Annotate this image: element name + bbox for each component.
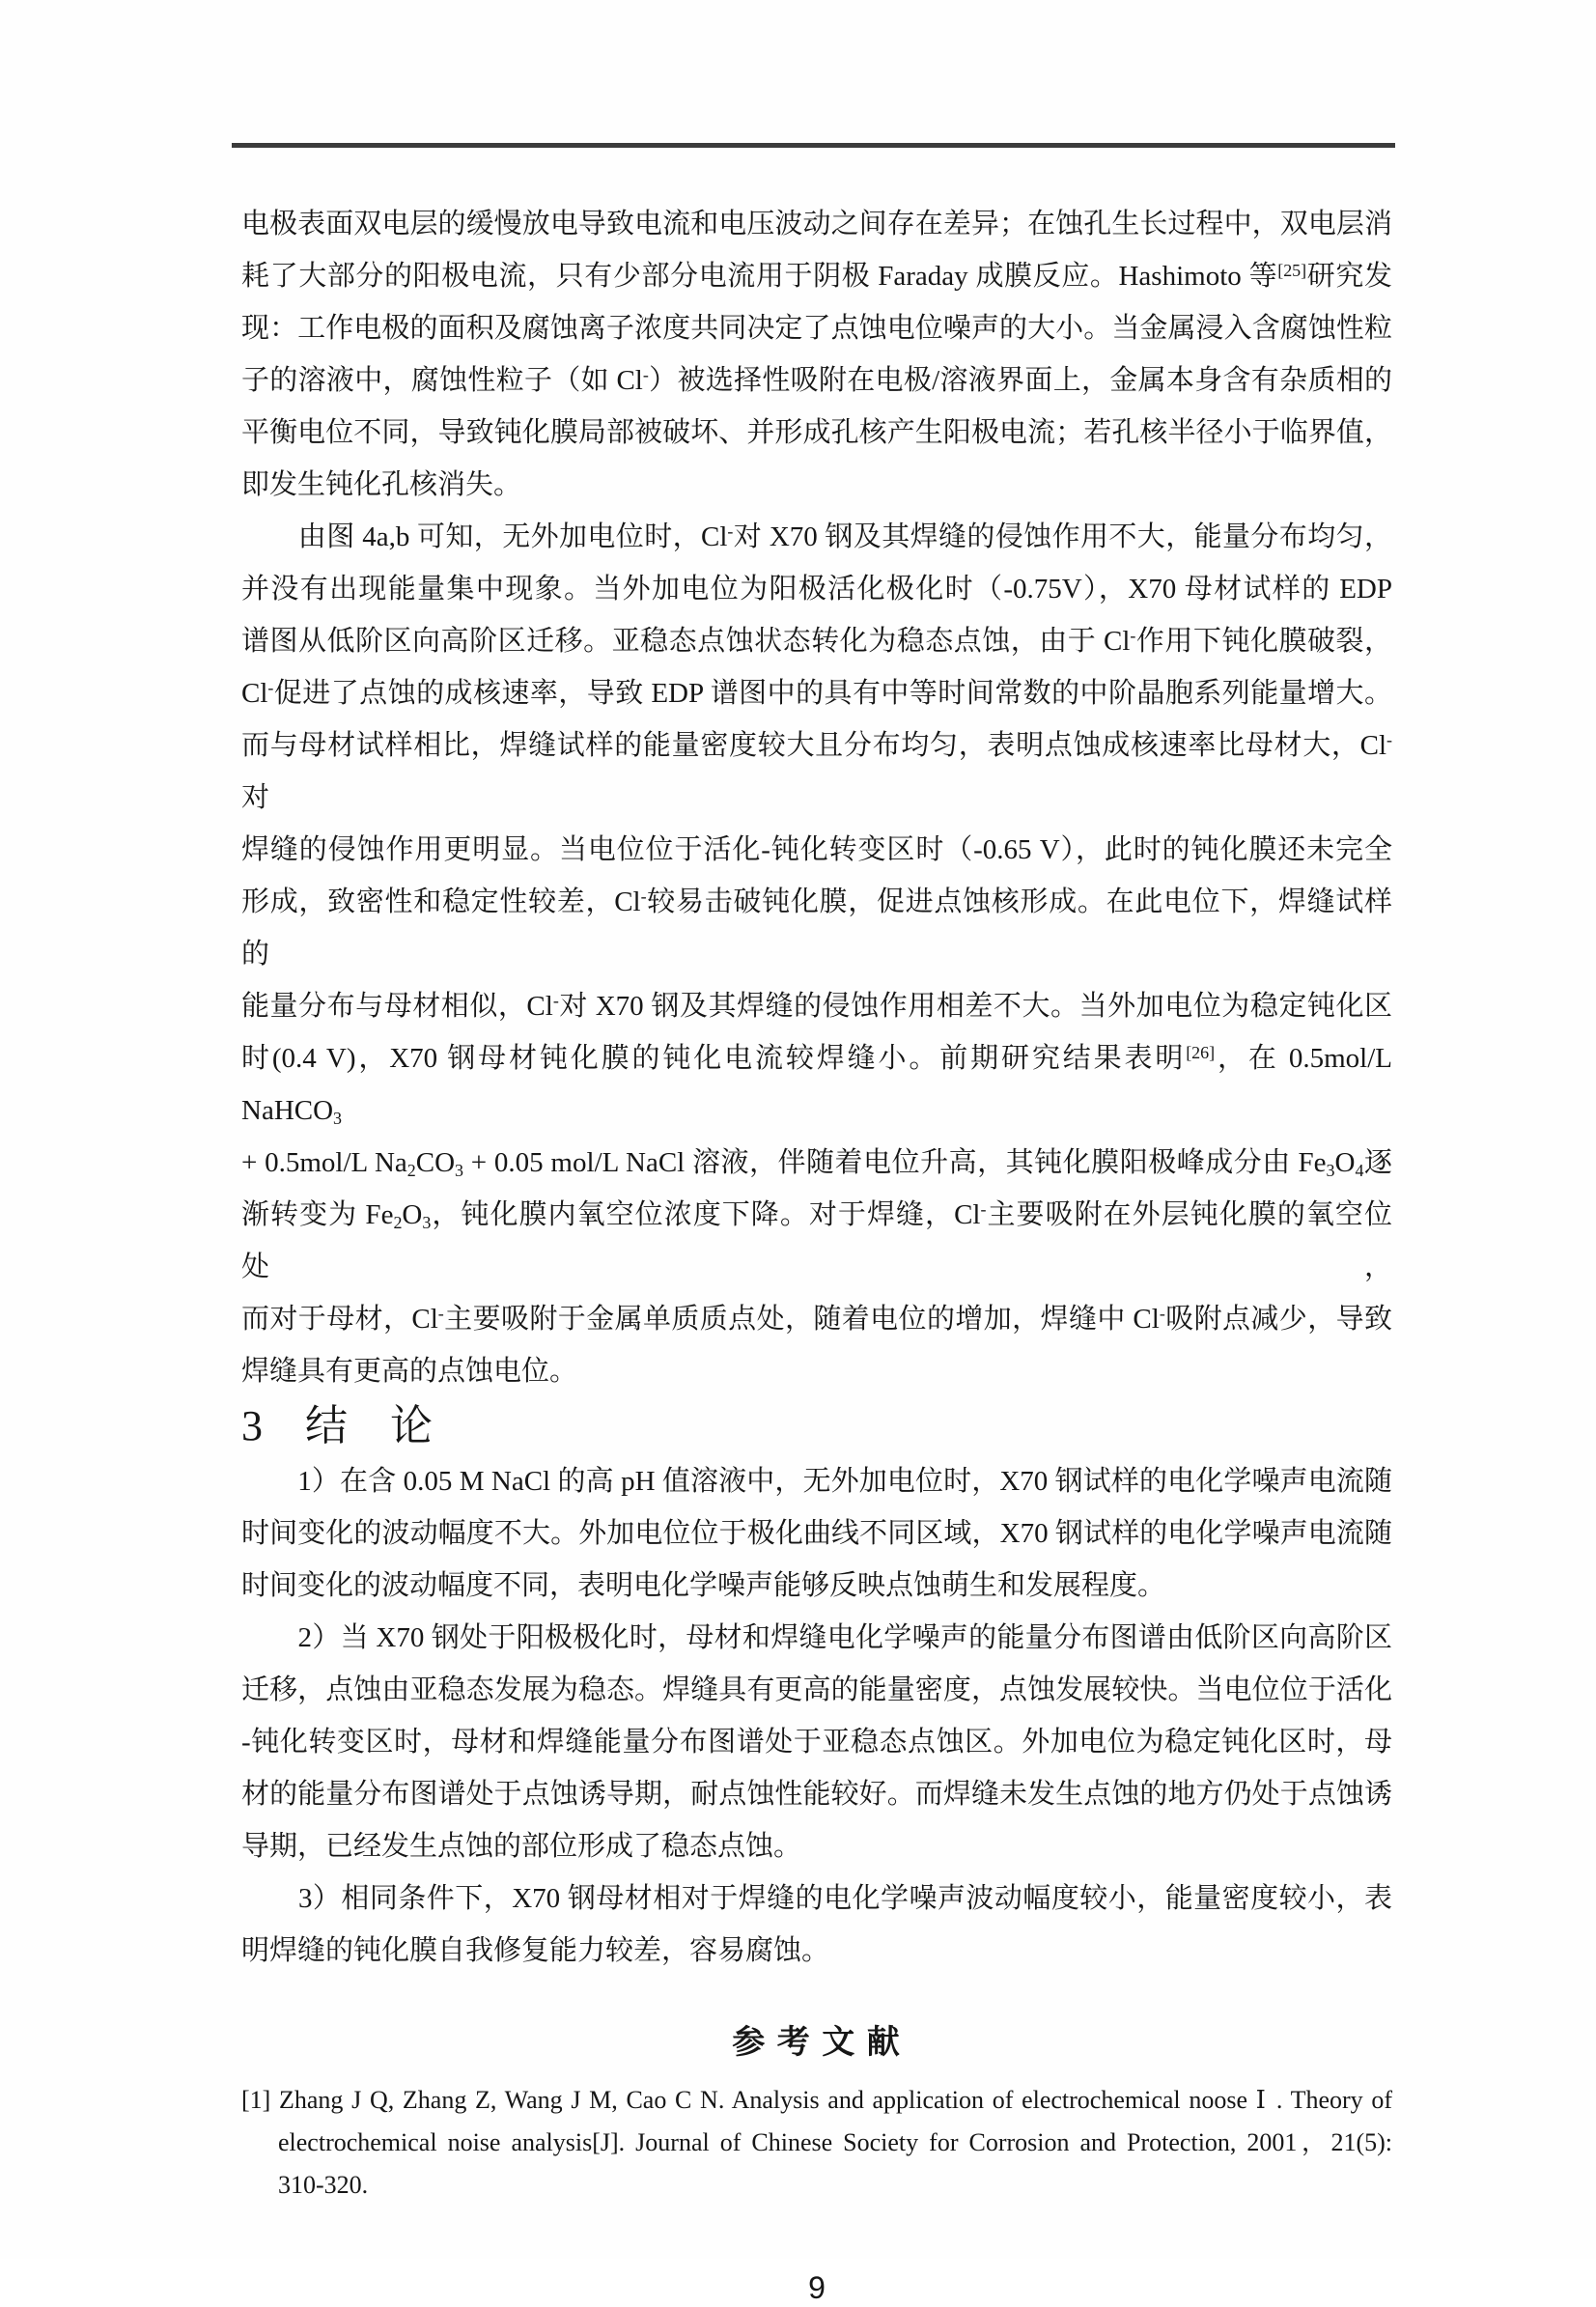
conclusion-item-3 xyxy=(241,1872,1392,1977)
text-line: 谱图从低阶区向高阶区迁移。亚稳态点蚀状态转化为稳态点蚀，由于 Cl-作用下钝化膜破裂， xyxy=(241,626,1392,657)
reference-item-1 xyxy=(241,2079,1392,2207)
text-line: 1）在含 0.05 M NaCl 的高 pH 值溶液中，无外加电位时，X70 钢试样的电化学噪声电流随 xyxy=(241,1466,1392,1497)
text-line: 焊缝的侵蚀作用更明显。当电位位于活化-钝化转变区时（-0.65 V），此时的钝化膜还未完全 xyxy=(241,834,1392,865)
text-line: 并没有出现能量集中现象。当外加电位为阳极活化极化时（-0.75V），X70 母材试样的 EDP xyxy=(241,574,1392,605)
conclusion-item-1 xyxy=(241,1455,1392,1612)
text-line: 而与母材试样相比，焊缝试样的能量密度较大且分布均匀，表明点蚀成核速率比母材大，Cl-对 xyxy=(241,730,1392,813)
text-line: + 0.5mol/L $Na_2CO_3 + 0.05$ mol/L NaCl 溶液，伴随着电位升高，其钝化膜阳极峰成分由 $Fe_3O_4$逐 xyxy=(241,1147,1392,1181)
header-rule xyxy=(232,143,1395,148)
text-line: 导期，已经发生点蚀的部位形成了稳态点蚀。 xyxy=(241,1831,802,1862)
page-number: 9 xyxy=(808,2270,826,2305)
text-line: 时间变化的波动幅度不同，表明电化学噪声能够反映点蚀萌生和发展程度。 xyxy=(241,1570,1166,1601)
text-line: -钝化转变区时，母材和焊缝能量分布图谱处于亚稳态点蚀区。外加电位为稳定钝化区时，母 xyxy=(241,1727,1392,1758)
references-heading: 参 考 文 献 xyxy=(732,2025,902,2061)
text-line: 310-320. xyxy=(278,2171,369,2199)
conclusion-item-2 xyxy=(241,1612,1392,1872)
body-paragraph-2 xyxy=(241,511,1400,1397)
text-line: 焊缝具有更高的点蚀电位。 xyxy=(241,1356,578,1387)
section-heading-conclusion: 3 结 论 xyxy=(241,1402,433,1449)
text-line: 渐转变为 $Fe_2O_3$，钝化膜内氧空位浓度下降。对于焊缝，Cl-主要吸附在外层钝化膜的氧空位处， xyxy=(241,1199,1392,1282)
body-paragraph-1 xyxy=(241,198,1392,511)
text-line: 3）相同条件下，X70 钢母材相对于焊缝的电化学噪声波动幅度较小，能量密度较小，表 xyxy=(241,1883,1392,1914)
text-line: 迁移，点蚀由亚稳态发展为稳态。焊缝具有更高的能量密度，点蚀发展较快。当电位位于活化 xyxy=(241,1674,1392,1705)
text-line: 现：工作电极的面积及腐蚀离子浓度共同决定了点蚀电位噪声的大小。当金属浸入含腐蚀性粒 xyxy=(241,313,1392,344)
page-content xyxy=(241,198,1400,2307)
text-line: 子的溶液中，腐蚀性粒子（如 Cl-）被选择性吸附在电极/溶液界面上，金属本身含有杂质相的 xyxy=(241,365,1393,396)
text-line: 时(0.4 V)，X70 钢母材钝化膜的钝化电流较焊缝小。前期研究结果表明[26]，在 0.5mol/L NaHCO$_3$ xyxy=(241,1043,1400,1129)
text-line: 电极表面双电层的缓慢放电导致电流和电压波动之间存在差异；在蚀孔生长过程中，双电层消 xyxy=(241,209,1392,239)
text-line: 2）当 X70 钢处于阳极极化时，母材和焊缝电化学噪声的能量分布图谱由低阶区向高阶区 xyxy=(241,1622,1392,1653)
text-line: [1] Zhang J Q, Zhang Z, Wang J M, Cao C N. Analysis and application of electrochemical noose Ⅰ . Theory of xyxy=(241,2086,1392,2114)
text-line: 形成，致密性和稳定性较差，Cl-较易击破钝化膜，促进点蚀核形成。在此电位下，焊缝试样的 xyxy=(241,886,1392,970)
text-line: 时间变化的波动幅度不大。外加电位位于极化曲线不同区域，X70 钢试样的电化学噪声电流随 xyxy=(241,1518,1392,1549)
text-line: 即发生钝化孔核消失。 xyxy=(241,469,522,500)
text-line: 能量分布与母材相似，Cl-对 X70 钢及其焊缝的侵蚀作用相差不大。当外加电位为稳定钝化区 xyxy=(241,991,1392,1022)
text-line: 由图 4a,b 可知，无外加电位时，Cl-对 X70 钢及其焊缝的侵蚀作用不大，能量分布均匀， xyxy=(241,521,1392,552)
text-line: 明焊缝的钝化膜自我修复能力较差，容易腐蚀。 xyxy=(241,1935,830,1966)
text-line: 而对于母材，Cl-主要吸附于金属单质质点处，随着电位的增加，焊缝中 Cl-吸附点减少，导致 xyxy=(241,1304,1392,1335)
text-line: 材的能量分布图谱处于点蚀诱导期，耐点蚀性能较好。而焊缝未发生点蚀的地方仍处于点蚀诱 xyxy=(241,1779,1392,1810)
text-line: 平衡电位不同，导致钝化膜局部被破坏、并形成孔核产生阳极电流；若孔核半径小于临界值， xyxy=(241,417,1392,448)
text-line: 耗了大部分的阳极电流，只有少部分电流用于阴极 Faraday 成膜反应。Hashimoto 等[25]研究发 xyxy=(241,261,1392,292)
text-line: electrochemical noise analysis[J]. Journal of Chinese Society for Corrosion and Protection, 2001，21(5): xyxy=(278,2128,1392,2156)
text-line: Cl-促进了点蚀的成核速率，导致 EDP 谱图中的具有中等时间常数的中阶晶胞系列能量增大。 xyxy=(241,678,1392,709)
